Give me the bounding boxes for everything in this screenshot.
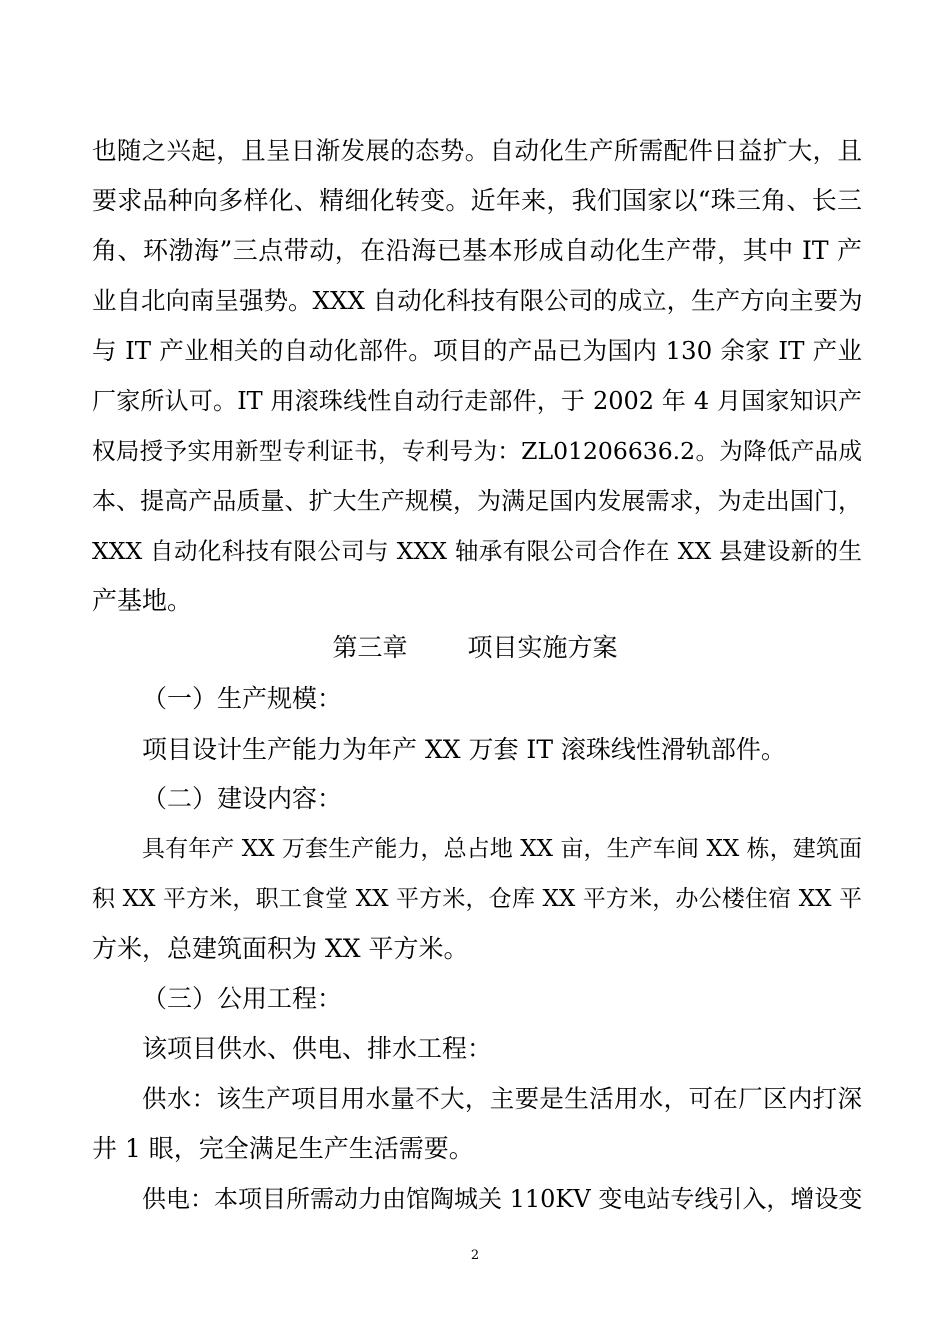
paragraph-line: 与 IT 产业相关的自动化部件。项目的产品已为国内 130 余家 IT 产业 (92, 336, 862, 365)
paragraph-line: 供电：本项目所需动力由馆陶城关 110KV 变电站专线引入，增设变 (142, 1185, 863, 1213)
paragraph-line: XXX 自动化科技有限公司与 XXX 轴承有限公司合作在 XX 县建设新的生 (92, 537, 862, 565)
paragraph-line: 方米，总建筑面积为 XX 平方米。 (92, 934, 469, 963)
paragraph-line: 供水：该生产项目用水量不大，主要是生活用水，可在厂区内打深 (142, 1084, 862, 1113)
paragraph-line: 产基地。 (92, 586, 193, 615)
section-text: 项目设计生产能力为年产 XX 万套 IT 滚珠线性滑轨部件。 (142, 735, 786, 764)
paragraph-line: 本、提高产品质量、扩大生产规模，为满足国内发展需求，为走出国门， (92, 487, 862, 515)
chapter-number: 第三章 (332, 633, 408, 662)
section-heading: （三）公用工程： (142, 984, 343, 1013)
paragraph-line: 厂家所认可。IT 用滚珠线性自动行走部件，于 2002 年 4 月国家知识产 (92, 387, 862, 415)
paragraph-line: 权局授予实用新型专利证书，专利号为：ZL01206636.2。为降低产品成 (92, 437, 862, 465)
paragraph-line: 井 1 眼，完全满足生产生活需要。 (92, 1134, 474, 1163)
chapter-title: 项目实施方案 (467, 633, 618, 662)
paragraph-line: 角、环渤海”三点带动，在沿海已基本形成自动化生产带，其中 IT 产 (92, 236, 862, 265)
paragraph-line: 具有年产 XX 万套生产能力，总占地 XX 亩，生产车间 XX 栋，建筑面 (142, 836, 862, 862)
paragraph-line: 要求品种向多样化、精细化转变。近年来，我们国家以“珠三角、长三 (92, 186, 862, 215)
section-heading: （二）建设内容： (142, 784, 343, 813)
paragraph-line: 也随之兴起，且呈日渐发展的态势。自动化生产所需配件日益扩大，且 (92, 136, 862, 165)
chapter-heading (0, 633, 950, 663)
paragraph-line: 业自北向南呈强势。XXX 自动化科技有限公司的成立，生产方向主要为 (92, 286, 863, 315)
section-heading: （一）生产规模： (142, 684, 343, 713)
paragraph-line: 积 XX 平方米，职工食堂 XX 平方米，仓库 XX 平方米，办公楼住宿 XX 平 (92, 886, 862, 912)
page-number: 2 (470, 1248, 480, 1263)
section-text: 该项目供水、供电、排水工程： (142, 1034, 493, 1063)
